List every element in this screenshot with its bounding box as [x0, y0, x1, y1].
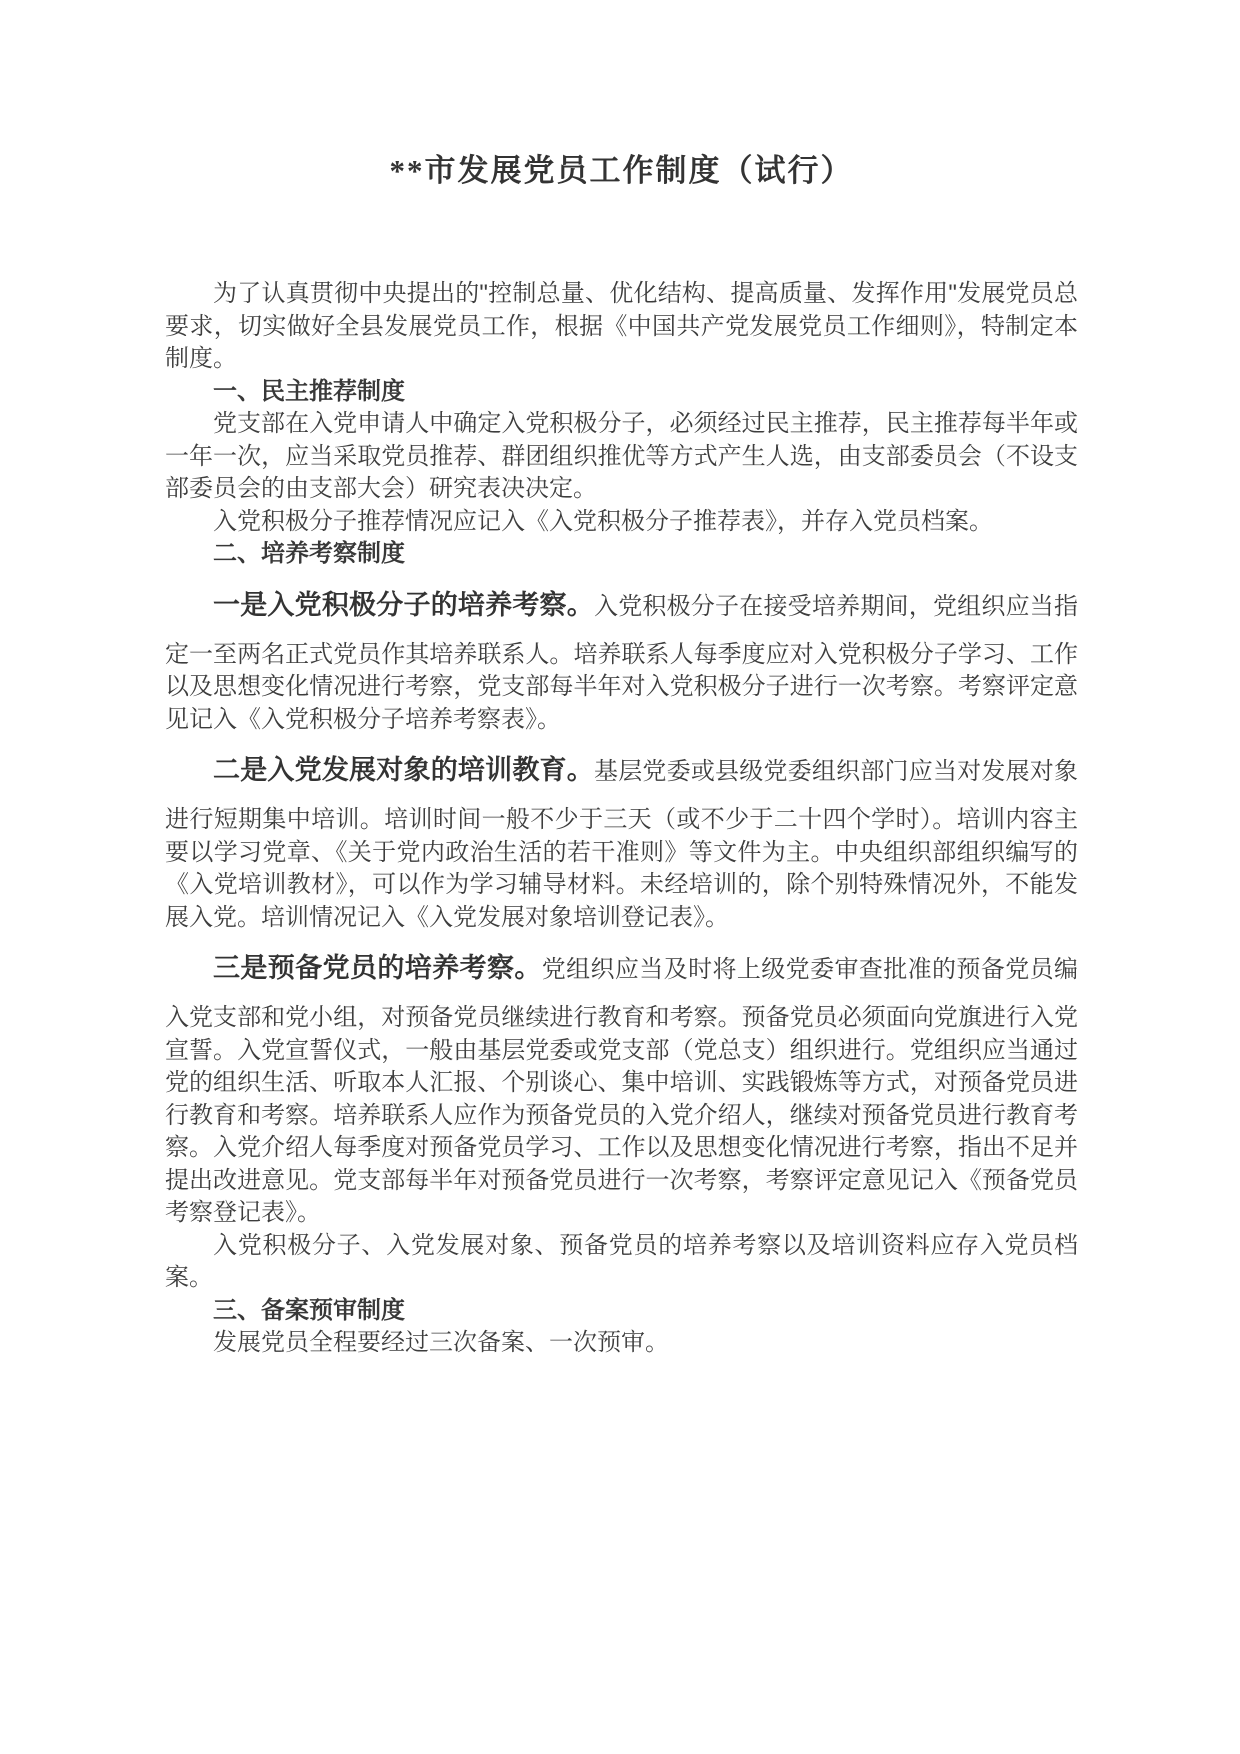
lead-paragraph: 一是入党积极分子的培养考察。入党积极分子在接受培养期间，党组织应当指定一至两名正式党员作其培养联系人。培养联系人每季度应对入党积极分子学习、工作以及思想变化情况进行考察，党支部每半年对入党积极分子进行一次考察。考察评定意见记入《入党积极分子培养考察表》。 — [165, 589, 1079, 733]
section-heading: 二、培养考察制度 — [213, 540, 405, 567]
section-heading: 三、备案预审制度 — [213, 1296, 405, 1324]
paragraph: 党支部在入党申请人中确定入党积极分子，必须经过民主推荐，民主推荐每半年或一年一次，应当采取党员推荐、群团组织推优等方式产生人选，由支部委员会（不设支部委员会的由支部大会）研究表决决定。 — [165, 410, 1078, 502]
lead-paragraph: 三是预备党员的培养考察。党组织应当及时将上级党委审查批准的预备党员编入党支部和党小组，对预备党员继续进行教育和考察。预备党员必须面向党旗进行入党宣誓。入党宣誓仪式，一般由基层党委或党支部（党总支）组织进行。党组织应当通过党的组织生活、听取本人汇报、个别谈心、集中培训、实践锻炼等方式，对预备党员进行教育和考察。培养联系人应作为预备党员的入党介绍人，继续对预备党员进行教育考察。入党介绍人每季度对预备党员学习、工作以及思想变化情况进行考察，指出不足并提出改进意见。党支部每半年对预备党员进行一次考察，考察评定意见记入《预备党员考察登记表》。 — [165, 953, 1079, 1226]
lead-paragraph: 二是入党发展对象的培训教育。基层党委或县级党委组织部门应当对发展对象进行短期集中培训。培训时间一般不少于三天（或不少于二十四个学时）。培训内容主要以学习党章、《关于党内政治生活的若干准则》等文件为主。中央组织部组织编写的《入党培训教材》，可以作为学习辅导材料。未经培训的，除个别特殊情况外，不能发展入党。培训情况记入《入党发展对象培训登记表》。 — [165, 755, 1079, 931]
document-title: **市发展党员工作制度（试行） — [389, 153, 854, 188]
paragraph: 入党积极分子推荐情况应记入《入党积极分子推荐表》，并存入党员档案。 — [213, 507, 993, 535]
lead-run-in: 三是预备党员的培养考察。 — [213, 953, 542, 983]
lead-run-in: 二是入党发展对象的培训教育。 — [213, 755, 594, 785]
section-heading: 一、民主推荐制度 — [213, 377, 405, 405]
paragraph: 为了认真贯彻中央提出的"控制总量、优化结构、提高质量、发挥作用"发展党员总要求，切实做好全县发展党员工作，根据《中国共产党发展党员工作细则》，特制定本制度。 — [165, 280, 1078, 372]
paragraph: 发展党员全程要经过三次备案、一次预审。 — [213, 1329, 669, 1356]
paragraph: 入党积极分子、入党发展对象、预备党员的培养考察以及培训资料应存入党员档案。 — [165, 1231, 1078, 1291]
document-body — [165, 278, 1078, 1360]
lead-run-in: 一是入党积极分子的培养考察。 — [213, 589, 594, 620]
